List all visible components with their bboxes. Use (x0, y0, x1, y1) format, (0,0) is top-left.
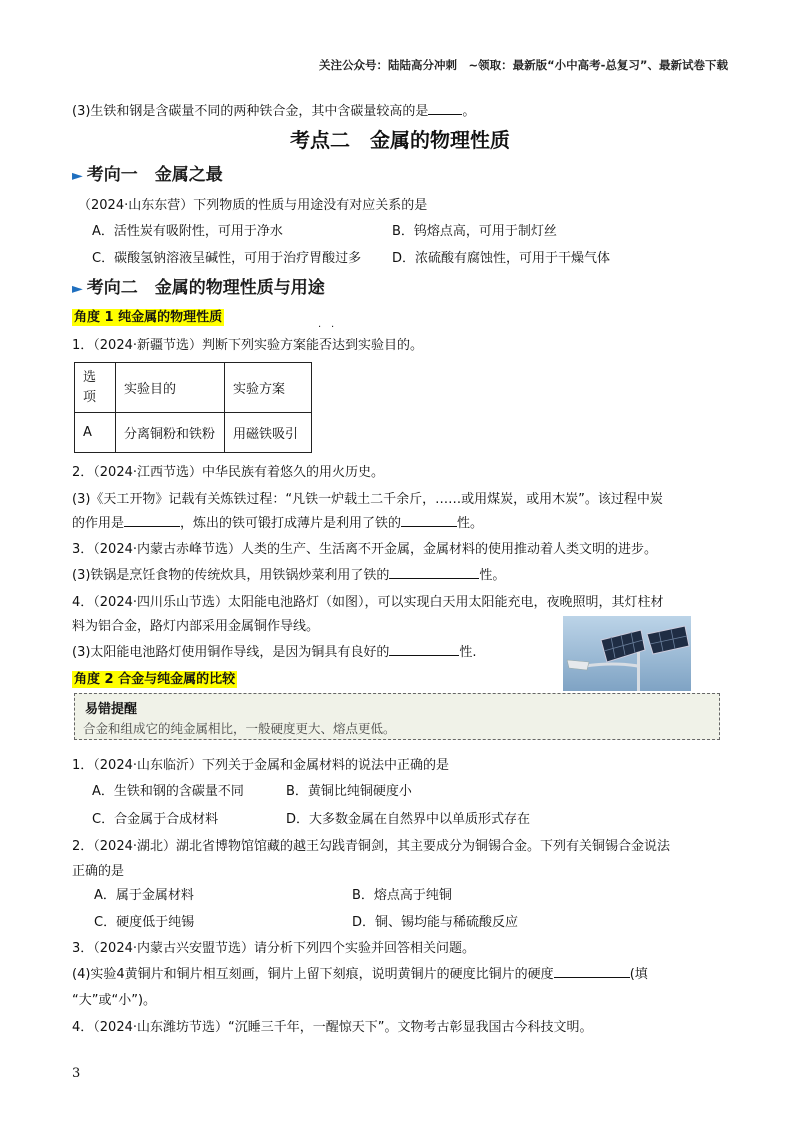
option-b: B．钨熔点高，可用于制灯丝 (392, 224, 557, 239)
emphasis-dot: · (331, 322, 335, 333)
question-stem: 3．（2024·内蒙古赤峰节选）人类的生产、生活离不开金属，金属材料的使用推动着人类文明的进步。 (72, 542, 657, 557)
option-c: C．碳酸氢钠溶液呈碱性，可用于治疗胃酸过多 (92, 251, 362, 266)
angle-label-2: 角度 2 合金与纯金属的比较 (74, 672, 236, 687)
question-line: (3)生铁和钢是含碳量不同的两种铁合金，其中含碳量较高的是 。 (72, 104, 476, 119)
option-d: D．铜、锡均能与稀硫酸反应 (352, 915, 519, 930)
section-title: 考点二 金属的物理性质 (290, 128, 510, 152)
question-stem: 4．（2024·山东潍坊节选）“沉睡三千年，一醒惊天下”。文物考古彰显我国古今科技文明。 (72, 1020, 593, 1035)
question-line: 料为铝合金，路灯内部采用金属铜作导线。 (72, 619, 320, 634)
experiment-table (74, 362, 312, 453)
option-a: A．活性炭有吸附性，可用于净水 (92, 224, 283, 239)
question-stem: 3．（2024·内蒙古兴安盟节选）请分析下列四个实验并回答相关问题。 (72, 941, 475, 956)
question-line: 的作用是 ，炼出的铁可锻打成薄片是利用了铁的 性。 (72, 516, 484, 531)
solar-street-lamp-image (563, 616, 691, 691)
question-line: (3)铁锅是烹饪食物的传统炊具，用铁锅炒菜利用了铁的 性。 (72, 568, 506, 583)
tip-body: 合金和组成它的纯金属相比，一般硬度更大、熔点更低。 (83, 721, 396, 736)
table-header-cell: 实验方案 (225, 363, 312, 413)
option-c: C．硬度低于纯锡 (94, 915, 195, 930)
tip-title: 易错提醒 (85, 702, 138, 717)
question-stem: 1．（2024·山东临沂）下列关于金属和金属材料的说法中正确的是 (72, 758, 449, 773)
question-stem: （2024·山东东营）下列物质的性质与用途没有对应关系的是 (78, 198, 428, 213)
option-b: B．熔点高于纯铜 (352, 888, 452, 903)
question-line: 2．（2024·湖北）湖北省博物馆馆藏的越王勾践青铜剑，其主要成分为铜锡合金。下列有关铜锡合金说法 (72, 839, 670, 854)
direction-heading-1: ► 考向一 金属之最 (72, 165, 223, 185)
question-stem: 1．（2024·新疆节选）判断下列实验方案能否达到实验目的。 (72, 338, 423, 353)
header-note: 关注公众号：陆陆高分冲刺 ~领取：最新版“小中高考-总复习”、最新试卷下载 (318, 58, 728, 72)
emphasis-dot: · (318, 322, 322, 333)
question-line: 4．（2024·四川乐山节选）太阳能电池路灯（如图），可以实现白天用太阳能充电，夜晚照明，其灯柱材 (72, 595, 664, 610)
option-a: A．生铁和钢的含碳量不同 (92, 784, 244, 799)
table-header-cell: 选项 (75, 363, 116, 413)
triangle-icon: ► (72, 281, 83, 297)
page-number: 3 (72, 1066, 81, 1081)
option-a: A．属于金属材料 (94, 888, 194, 903)
direction-heading-2: ► 考向二 金属的物理性质与用途 (72, 278, 325, 298)
tip-box (74, 693, 720, 740)
option-c: C．合金属于合成材料 (92, 812, 219, 827)
table-cell: 分离铜粉和铁粉 (116, 413, 225, 453)
angle-label-1: 角度 1 纯金属的物理性质 (74, 310, 223, 325)
table-cell: 用磁铁吸引 (225, 413, 312, 453)
question-line: “大”或“小”)。 (72, 993, 157, 1008)
option-d: D．浓硫酸有腐蚀性，可用于干燥气体 (392, 251, 611, 266)
table-header-cell: 实验目的 (116, 363, 225, 413)
triangle-icon: ► (72, 168, 83, 184)
question-line: (3)太阳能电池路灯使用铜作导线，是因为铜具有良好的 性. (72, 645, 477, 660)
option-b: B．黄铜比纯铜硬度小 (286, 784, 412, 799)
question-stem: 2．（2024·江西节选）中华民族有着悠久的用火历史。 (72, 465, 384, 480)
option-d: D．大多数金属在自然界中以单质形式存在 (286, 812, 531, 827)
question-line: (4)实验4黄铜片和铜片相互刻画，铜片上留下刻痕，说明黄铜片的硬度比铜片的硬度 (填 (72, 967, 648, 982)
question-line: 正确的是 (72, 864, 125, 879)
table-cell: A (75, 413, 116, 453)
question-line: (3)《天工开物》记载有关炼铁过程：“凡铁一炉载土二千余斤，……或用煤炭，或用木炭”。该过程中炭 (72, 492, 663, 507)
